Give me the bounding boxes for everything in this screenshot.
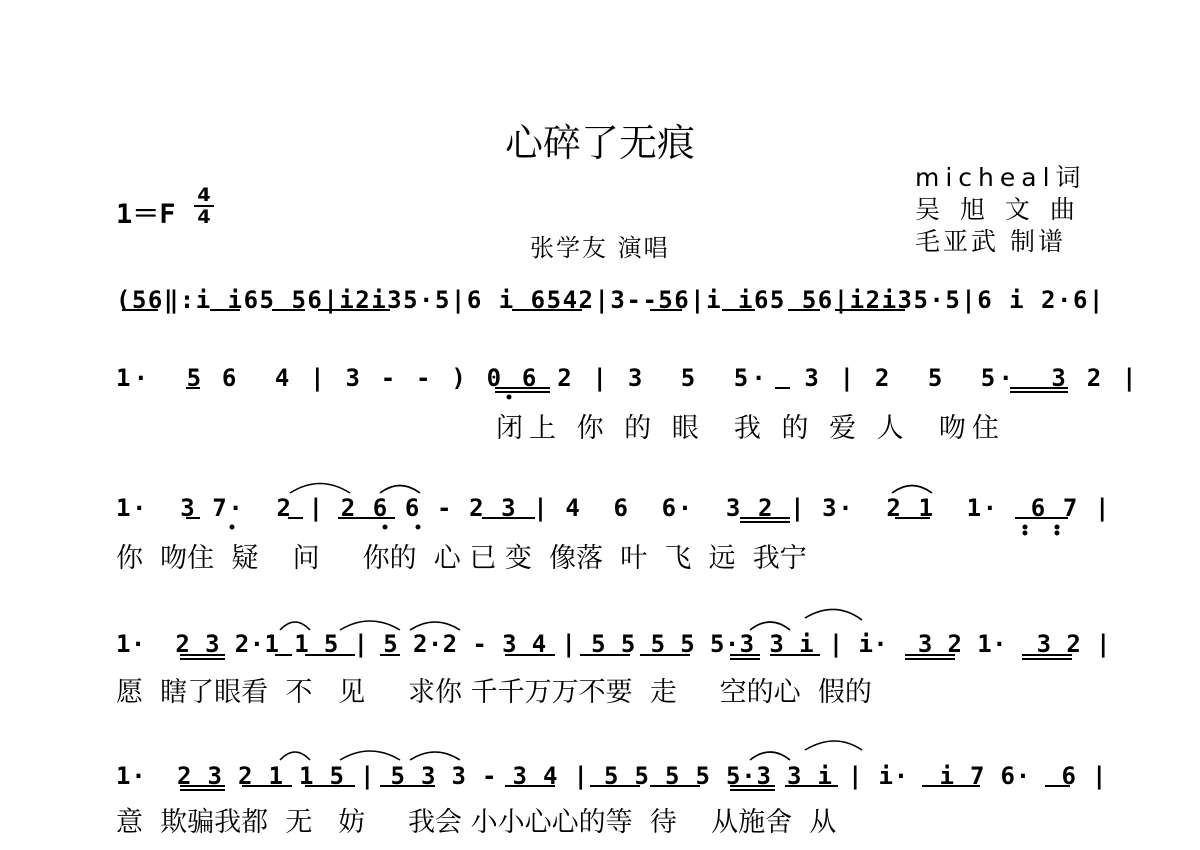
song-title: 心碎了无痕 [504,121,695,165]
singer-credit: 张学友 演唱 [530,234,670,262]
composer-credit: 吴 旭 文 曲 [915,195,1081,224]
notation-line-5: 1· 2 3 2 1 1 5 | 5 3 3 - 3 4 | 5 5 5 5 5·3 3 i | i· i 7 6· 6 | [116,762,1108,790]
lyrics-line-5: 意 欺骗我都 无 妨 我会 小小心心的等 待 从施舍 从 [116,807,837,838]
slur-mark [805,741,862,750]
slur-mark [805,609,862,620]
key-signature: 1＝F [116,199,176,230]
lyrics-line-2: 闭上 你 的 眼 我 的 爱 人 吻住 [496,413,1005,444]
notation-line-1: (56‖:i i65 56|i2i35·5|6 i 6542|3--56|i i65 56|i2i35·5|6 i 2·6| [116,286,1105,314]
notation-line-2: 1· 5 6 4 | 3 - - ) 0 6 2 | 3 5 5· 3 | 2 5 5· 3 2 | [116,364,1140,392]
arranger-credit: 毛亚武 制谱 [915,227,1066,256]
lyrics-line-4: 愿 瞎了眼看 不 见 求你 千千万万不要 走 空的心 假的 [116,677,872,708]
time-signature-top: 4 [197,184,211,206]
time-signature [194,186,214,226]
lyricist-credit: micheal词 [915,163,1087,192]
notation-line-4: 1· 2 3 2·1 1 5 | 5 2·2 - 3 4 | 5 5 5 5 5·3 3 i | i· 3 2 1· 3 2 | [116,630,1111,658]
lyrics-line-3: 你 吻住 疑 问 你的 心 已 变 像落 叶 飞 远 我宁 [116,543,807,574]
time-signature-bottom: 4 [197,206,211,228]
notation-line-3: 1· 3 7· 2 | 2 6 6 - 2 3 | 4 6 6· 3 2 | 3· 2 1 1· 6 7 | [116,494,1112,522]
